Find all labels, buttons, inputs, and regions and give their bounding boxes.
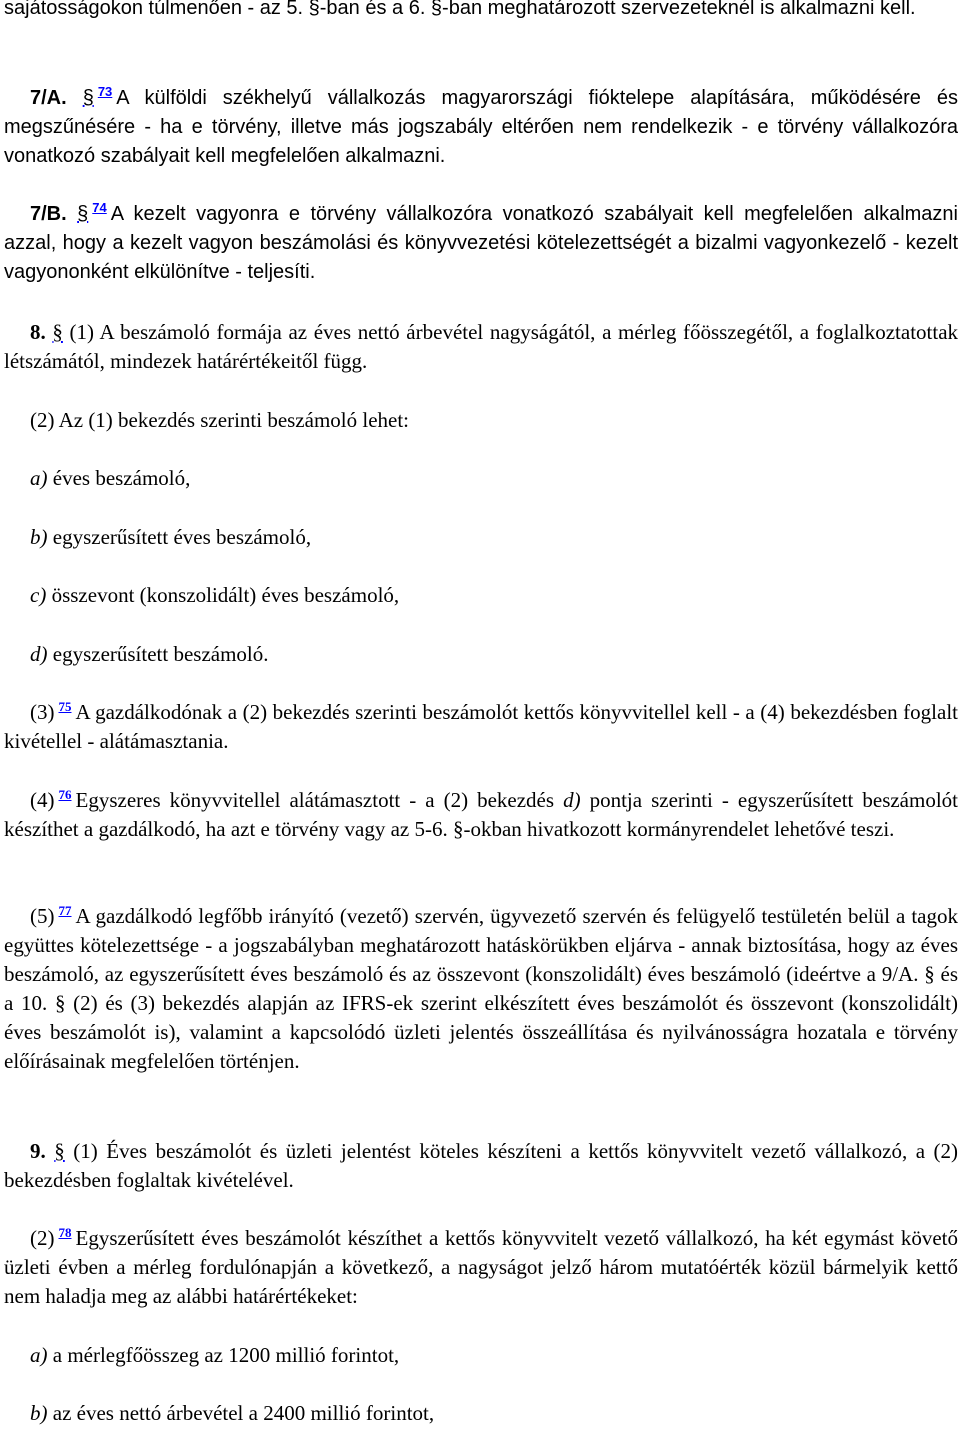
section-number: 7/B. bbox=[30, 203, 67, 225]
section-sign-link[interactable]: § bbox=[52, 320, 63, 344]
paragraph-8-2: (2) Az (1) bekezdés szerinti beszámoló lehet: bbox=[30, 408, 410, 432]
section-number: 9. bbox=[30, 1139, 46, 1163]
list-item-9b: b) az éves nettó árbevétel a 2400 millió forintot, bbox=[30, 1401, 435, 1425]
footnote-link-74[interactable]: 74 bbox=[92, 200, 107, 216]
intro-paragraph: sajátosságokon túlmenően - az 5. §-ban és a 6. §-ban meghatározott szervezeteknél is alkalmazni kell. bbox=[4, 0, 916, 19]
footnote-link-78[interactable]: 78 bbox=[58, 1225, 72, 1240]
footnote-link-73[interactable]: 73 bbox=[97, 84, 113, 100]
list-item-8a: a) éves beszámoló, bbox=[30, 466, 191, 490]
paragraph-8-4: (4) $^{76}$ Egyszeres könyvvitellel alátámasztott - a (2) bekezdés d) pontja szerinti - egyszerűsített beszámolót készíthet a gazdálkodó, ha azt e törvény vagy az 5-6. §-okban hivatkozott kormányrendelet lehetővé teszi. bbox=[4, 787, 959, 841]
section-7b: 7/B. § $^{74}$ A kezelt vagyonra e törvény vállalkozóra vonatkozó szabályait kell megfelelően alkalmazni azzal, hogy a kezelt vagyon beszámolási és könyvvezetési kötelezettségét a bizalmi vagyonkezelő - kezelt vagyononként elkülönítve - teljesíti. bbox=[4, 200, 959, 283]
section-sign-link[interactable]: § bbox=[54, 1139, 65, 1163]
section-number: 8. bbox=[30, 320, 46, 344]
paragraph-8-3: (3) $^{75}$ A gazdálkodónak a (2) bekezdés szerinti beszámolót kettős könyvvitellel kell - a (4) bekezdésben foglalt kivétellel - alátámasztania. bbox=[4, 699, 958, 753]
paragraph-9-2: (2) $^{78}$ Egyszerűsített éves beszámolót készíthet a kettős könyvvitelt vezető vállalkozó, ha két egymást követő üzleti évben a mérleg fordulónapján a következő, a nagyságot jelző három mutatóérték közül bármelyik kettő nem haladja meg az alábbi határértékeket: bbox=[4, 1225, 958, 1308]
section-number: 7/A. bbox=[30, 87, 67, 109]
footnote-link-77[interactable]: 77 bbox=[58, 903, 72, 918]
list-item-8c: c) összevont (konszolidált) éves beszámoló, bbox=[30, 583, 400, 607]
section-sign-link[interactable]: § bbox=[82, 87, 94, 109]
paragraph-8-5: (5) $^{77}$ A gazdálkodó legfőbb irányító (vezető) szervén, ügyvezető szervén és felügyelő testületén belül a tagok együttes kötelezettsége - a jogszabályban meghatározott hatáskörükben eljárva - annak biztosítása, hogy az éves beszámoló, az egyszerűsített éves beszámoló és az összevont (konszolidált) éves beszámoló (ideértve a 9/A. § és a 10. § (2) és (3) bekezdés alapján az IFRS-ek szerint elkészített éves beszámolót és összevont (konszolidált) éves beszámolót is), valamint a kapcsolódó üzleti jelentés összeállítása és nyilvánosságra hozatala e törvény előírásainak megfelelően történjen. bbox=[4, 903, 958, 1073]
section-9: 9. § (1) Éves beszámolót és üzleti jelentést köteles készíteni a kettős könyvvitelt vezető vállalkozó, a (2) bekezdésben foglaltak kivételével. bbox=[4, 1139, 959, 1192]
section-sign-link[interactable]: § bbox=[77, 203, 89, 225]
list-item-8b: b) egyszerűsített éves beszámoló, bbox=[30, 525, 312, 549]
list-item-9a: a) a mérlegfőösszeg az 1200 millió forintot, bbox=[30, 1343, 400, 1367]
list-item-8d: d) egyszerűsített beszámoló. bbox=[30, 642, 269, 666]
section-8: 8. § (1) A beszámoló formája az éves nettó árbevétel nagyságától, a mérleg főösszegétől, a foglalkoztatottak létszámától, mindezek határértékeitől függ. bbox=[4, 320, 959, 373]
footnote-link-76[interactable]: 76 bbox=[58, 787, 72, 802]
footnote-link-75[interactable]: 75 bbox=[58, 699, 72, 714]
section-7a: 7/A. § $^{73}$ A külföldi székhelyű vállalkozás magyarországi fióktelepe alapítására, működésére és megszűnésére - ha e törvény, illetve más jogszabály eltérően nem rendelkezik - e törvény vállalkozóra vonatkozó szabályait kell megfelelően alkalmazni. bbox=[4, 84, 958, 167]
